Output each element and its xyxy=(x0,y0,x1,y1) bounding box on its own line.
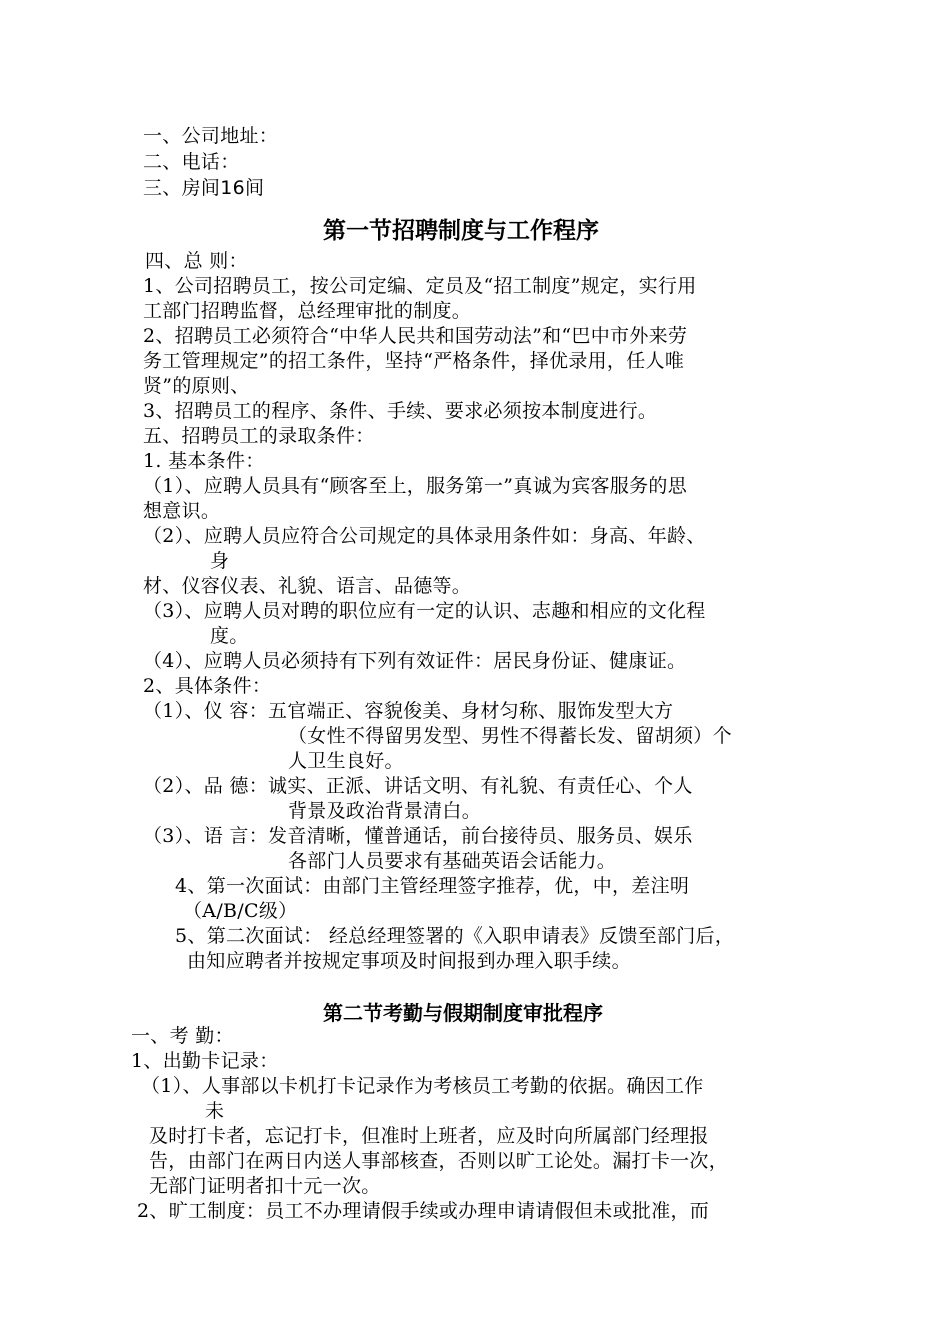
section-2-title: 第二节考勤与假期制度审批程序 xyxy=(323,1001,603,1025)
paragraph-line: 背景及政治背景清白。 xyxy=(288,800,482,822)
specific-conditions-heading: 2、具体条件： xyxy=(143,675,272,697)
paragraph-line: （4）、应聘人员必须持有下列有效证件：居民身份证、健康证。 xyxy=(143,650,687,672)
paragraph-line: 贤”的原则、 xyxy=(143,375,250,397)
paragraph-line: 及时打卡者，忘记打卡，但准时上班者，应及时向所属部门经理报 xyxy=(149,1125,709,1147)
paragraph-line: （1）、应聘人员具有“顾客至上，服务第一”真诚为宾客服务的思 xyxy=(143,475,688,497)
phone-line: 二、电话： xyxy=(143,151,240,173)
paragraph-line: 3、招聘员工的程序、条件、手续、要求必须按本制度进行。 xyxy=(143,400,658,422)
section-1-title: 第一节招聘制度与工作程序 xyxy=(323,218,599,244)
paragraph-line: 工部门招聘监督，总经理审批的制度。 xyxy=(143,300,472,322)
paragraph-line: （1）、人事部以卡机打卡记录作为考核员工考勤的依据。确因工作 xyxy=(141,1075,704,1097)
paragraph-line: （2）、应聘人员应符合公司规定的具体录用条件如：身高、年龄、 xyxy=(143,525,706,547)
rooms-line: 三、房间16间 xyxy=(143,177,265,199)
absenteeism-line: 2、旷工制度：员工不办理请假手续或办理申请请假但未或批准，而 xyxy=(137,1200,710,1222)
general-heading: 四、总 则： xyxy=(145,250,248,272)
paragraph-line: 告，由部门在两日内送人事部核查，否则以旷工论处。漏打卡一次， xyxy=(149,1150,729,1172)
paragraph-line: 各部门人员要求有基础英语会话能力。 xyxy=(288,850,617,872)
company-address-line: 一、公司地址： xyxy=(143,125,279,147)
paragraph-line: 2、招聘员工必须符合“中华人民共和国劳动法”和“巴中市外来劳 xyxy=(143,325,688,347)
paragraph-line: 度。 xyxy=(210,625,249,647)
paragraph-line: （2）、品 德：诚实、正派、讲话文明、有礼貌、有责任心、个人 xyxy=(143,775,693,797)
punch-record-heading: 1、出勤卡记录： xyxy=(131,1050,279,1072)
paragraph-line: 想意识。 xyxy=(143,500,221,522)
paragraph-line: 5、第二次面试： 经总经理签署的《入职申请表》反馈至部门后， xyxy=(175,925,735,947)
paragraph-line: 无部门证明者扣十元一次。 xyxy=(149,1175,381,1197)
paragraph-line: 由知应聘者并按规定事项及时间报到办理入职手续。 xyxy=(187,950,631,972)
paragraph-line: 人卫生良好。 xyxy=(288,750,404,772)
basic-conditions-heading: 1. 基本条件： xyxy=(143,450,265,472)
paragraph-line: （女性不得留男发型、男性不得蓄长发、留胡须）个 xyxy=(288,725,732,747)
paragraph-line: （3）、语 言：发音清晰，懂普通话，前台接待员、服务员、娱乐 xyxy=(143,825,693,847)
paragraph-line: 务工管理规定”的招工条件，坚持“严格条件，择优录用，任人唯 xyxy=(143,350,685,372)
paragraph-line: 4、第一次面试：由部门主管经理签字推荐，优，中，差注明 xyxy=(175,875,690,897)
paragraph-line: 材、仪容仪表、礼貌、语言、品德等。 xyxy=(143,575,472,597)
admission-heading: 五、招聘员工的录取条件： xyxy=(143,425,375,447)
attendance-heading: 一、考 勤： xyxy=(131,1025,234,1047)
paragraph-line: 未 xyxy=(205,1100,225,1122)
paragraph-line: （1）、仪 容：五官端正、容貌俊美、身材匀称、服饰发型大方 xyxy=(143,700,674,722)
paragraph-line: 身 xyxy=(210,550,230,572)
paragraph-line: （3）、应聘人员对聘的职位应有一定的认识、志趣和相应的文化程 xyxy=(143,600,706,622)
paragraph-line: （A/B/C级） xyxy=(183,900,298,922)
paragraph-line: 1、公司招聘员工，按公司定编、定员及“招工制度”规定，实行用 xyxy=(143,275,697,297)
